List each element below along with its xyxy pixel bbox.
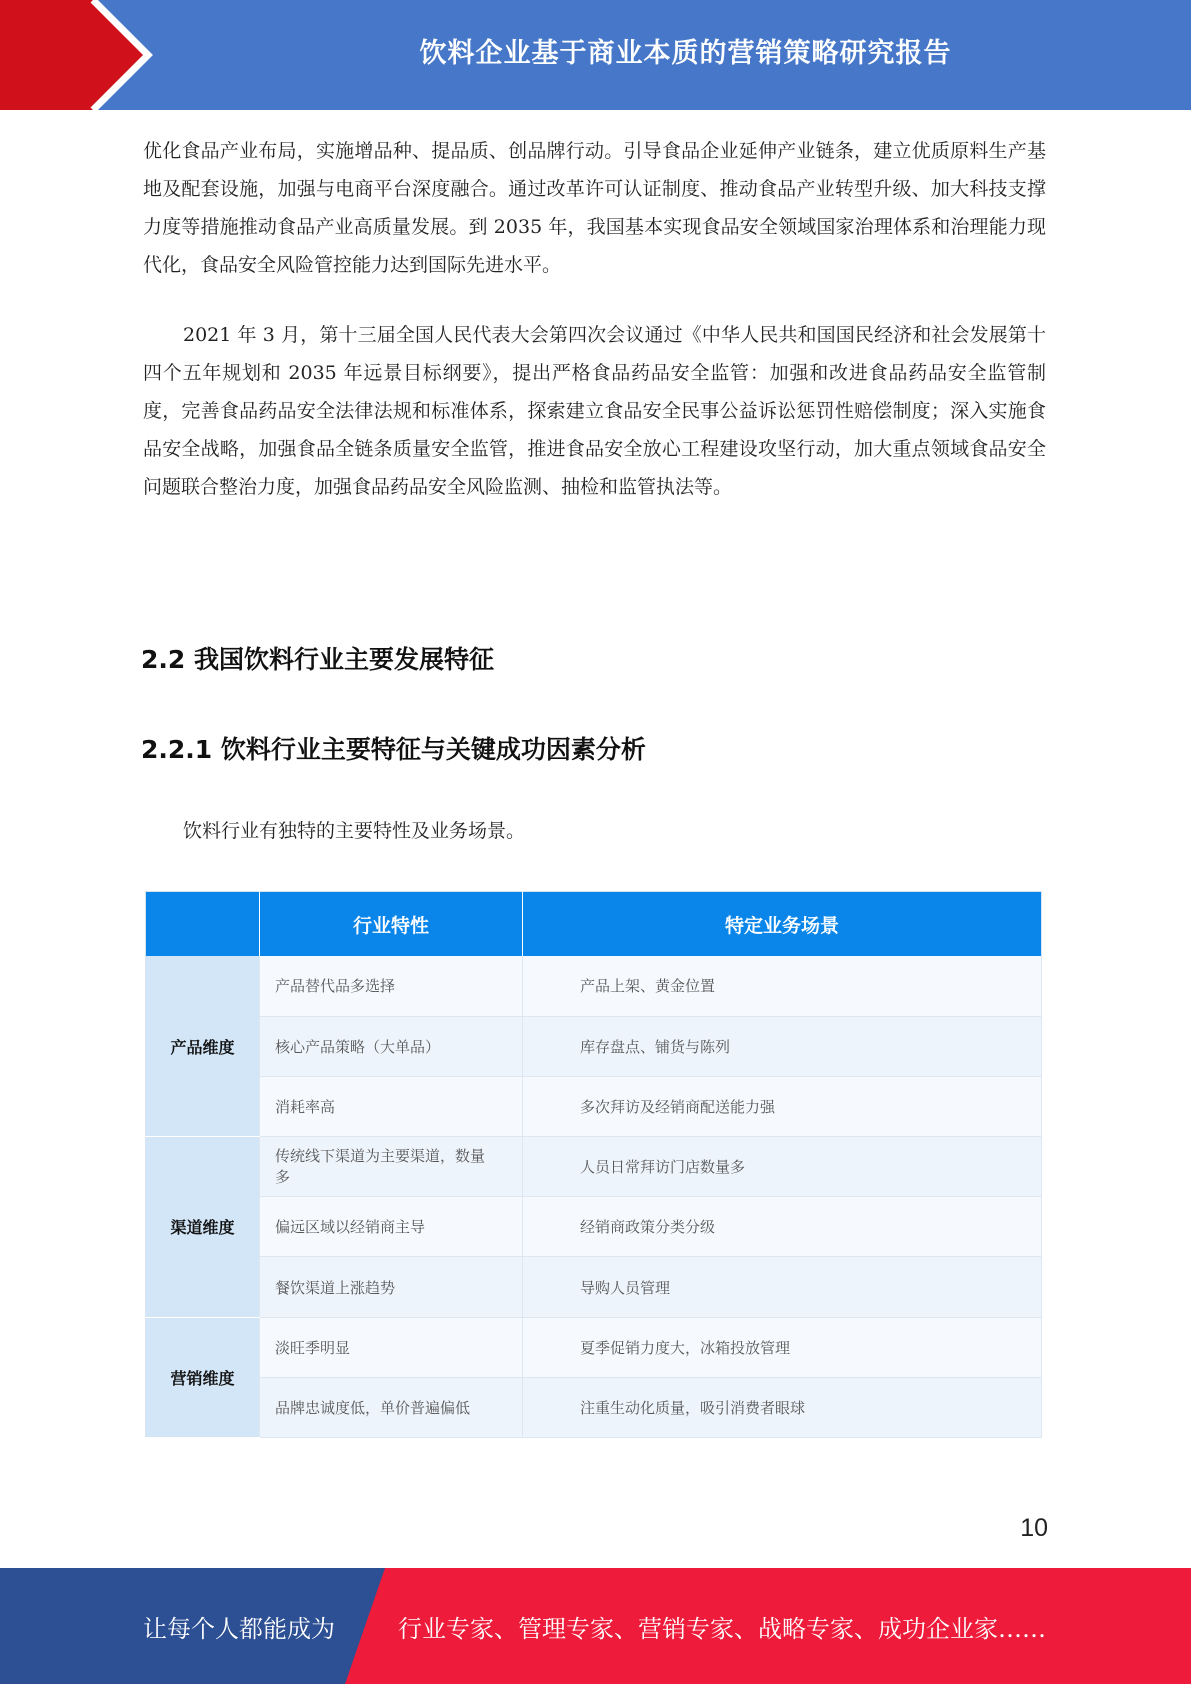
table-header-row (146, 892, 1042, 957)
scene-cell: 产品上架、黄金位置 (523, 956, 1042, 1016)
table-row (146, 956, 1042, 1016)
characteristics-table (145, 891, 1042, 1438)
subsection-heading: 2.2.1 饮料行业主要特征与关键成功因素分析 (141, 735, 646, 764)
trait-cell: 偏远区域以经销商主导 (260, 1197, 523, 1257)
footer-slogan-left: 让每个人都能成为 (143, 1614, 335, 1643)
paragraph-2: 2021 年 3 月，第十三届全国人民代表大会第四次会议通过《中华人民共和国国民经济和社会发展第十四个五年规划和 2035 年远景目标纲要》，提出严格食品药品安全监管：加强和改进食品药品安全监管制度，完善食品药品安全法律法规和标准体系，探索建立食品安全民事公益诉讼惩罚性赔偿制度；深入实施食品安全战略，加强食品全链条质量安全监管，推进食品安全放心工程建设攻坚行动，加大重点领域食品安全问题联合整治力度，加强食品药品安全风险监测、抽检和监管执法等。 (143, 324, 1046, 498)
header-trait: 行业特性 (260, 892, 523, 957)
scene-cell: 经销商政策分类分级 (523, 1197, 1042, 1257)
dimension-product: 产品维度 (146, 956, 260, 1137)
page-footer (0, 1568, 1191, 1684)
scene-cell: 导购人员管理 (523, 1257, 1042, 1317)
dimension-marketing: 营销维度 (146, 1317, 260, 1437)
table-row (146, 1076, 1042, 1136)
scene-cell: 多次拜访及经销商配送能力强 (523, 1076, 1042, 1136)
table-row (146, 1257, 1042, 1317)
scene-cell: 夏季促销力度大，冰箱投放管理 (523, 1317, 1042, 1377)
scene-cell: 人员日常拜访门店数量多 (523, 1137, 1042, 1197)
trait-cell: 核心产品策略（大单品） (260, 1016, 523, 1076)
scene-cell: 库存盘点、铺货与陈列 (523, 1016, 1042, 1076)
header-dimension (146, 892, 260, 957)
section-heading: 2.2 我国饮料行业主要发展特征 (141, 645, 494, 674)
trait-cell: 传统线下渠道为主要渠道，数量多 (260, 1137, 523, 1197)
table-row (146, 1137, 1042, 1197)
trait-cell: 消耗率高 (260, 1076, 523, 1136)
scene-cell: 注重生动化质量，吸引消费者眼球 (523, 1377, 1042, 1437)
trait-cell: 产品替代品多选择 (260, 956, 523, 1016)
trait-cell: 淡旺季明显 (260, 1317, 523, 1377)
report-title: 饮料企业基于商业本质的营销策略研究报告 (419, 37, 952, 69)
header-scene: 特定业务场景 (523, 892, 1042, 957)
table-intro: 饮料行业有独特的主要特性及业务场景。 (183, 820, 526, 842)
footer-slogan-right: 行业专家、管理专家、营销专家、战略专家、成功企业家…… (398, 1614, 1046, 1643)
trait-cell: 餐饮渠道上涨趋势 (260, 1257, 523, 1317)
table-row (146, 1197, 1042, 1257)
paragraph-1: 优化食品产业布局，实施增品种、提品质、创品牌行动。引导食品企业延伸产业链条，建立优质原料生产基地及配套设施，加强与电商平台深度融合。通过改革许可认证制度、推动食品产业转型升级、加大科技支撑力度等措施推动食品产业高质量发展。到 2035 年，我国基本实现食品安全领域国家治理体系和治理能力现代化，食品安全风险管控能力达到国际先进水平。 (143, 140, 1046, 276)
page-number: 10 (1020, 1514, 1048, 1542)
table-row (146, 1317, 1042, 1377)
page-header (0, 0, 1191, 110)
trait-cell: 品牌忠诚度低，单价普遍偏低 (260, 1377, 523, 1437)
dimension-channel: 渠道维度 (146, 1137, 260, 1318)
table-row (146, 1377, 1042, 1437)
table-row (146, 1016, 1042, 1076)
